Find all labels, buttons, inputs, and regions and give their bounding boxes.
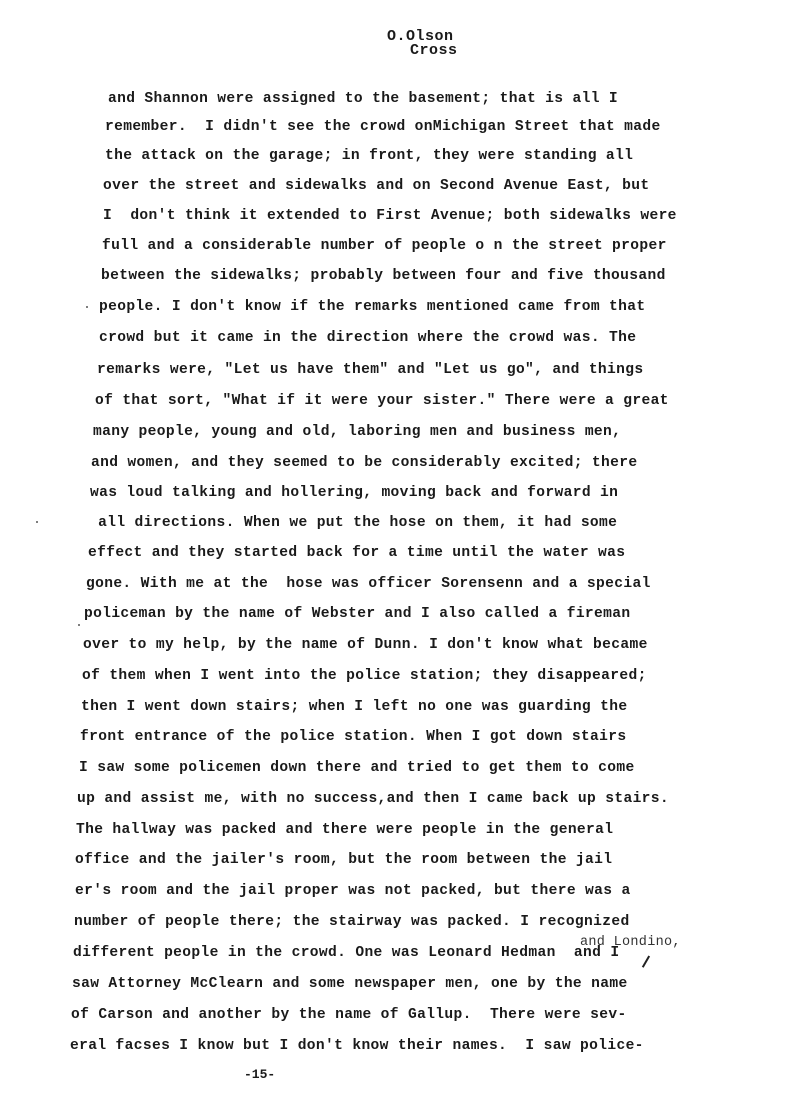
transcript-line: office and the jailer's room, but the room between the jail [75,852,613,868]
transcript-line: different people in the crowd. One was Leonard Hedman and I [73,945,620,961]
transcript-line: of Carson and another by the name of Gallup. There were sev- [71,1007,627,1023]
transcript-line: full and a considerable number of people o n the street proper [102,238,667,254]
transcript-line: I don't think it extended to First Avenue; both sidewalks were [103,208,677,224]
witness-name: O.Olson [387,28,454,45]
transcript-line: and Shannon were assigned to the basement; that is all I [108,91,619,107]
transcript-line: all directions. When we put the hose on them, it had some [89,515,618,531]
transcript-line: crowd but it came in the direction where the crowd was. The [99,330,637,346]
transcript-line: number of people there; the stairway was packed. I recognized [74,914,630,930]
transcript-line: people. I don't know if the remarks mentioned came from that [99,299,646,315]
interlinear-insertion: and Londino, [580,935,681,950]
transcript-line: over the street and sidewalks and on Second Avenue East, but [103,178,650,194]
transcript-line: then I went down stairs; when I left no one was guarding the [81,699,628,715]
scan-speck [78,624,80,626]
transcript-line: and women, and they seemed to be considerably excited; there [91,455,638,471]
transcript-line: policeman by the name of Webster and I also called a fireman [84,606,631,622]
transcript-line: many people, young and old, laboring men and business men, [93,424,622,440]
transcript-line: of them when I went into the police station; they disappeared; [82,668,647,684]
transcript-line: eral facses I know but I don't know their names. I saw police- [70,1038,644,1054]
transcript-line: gone. With me at the hose was officer Sorensenn and a special [86,576,651,592]
transcript-line: er's room and the jail proper was not packed, but there was a [75,883,631,899]
insertion-caret-mark [642,955,650,967]
transcript-line: between the sidewalks; probably between four and five thousand [101,268,666,284]
transcript-line: the attack on the garage; in front, they were standing all [105,148,634,164]
transcript-line: effect and they started back for a time until the water was [88,545,626,561]
transcript-line: up and assist me, with no success,and then I came back up stairs. [77,791,669,807]
scan-speck [36,521,38,523]
page-number: -15- [244,1067,276,1082]
transcript-line: saw Attorney McClearn and some newspaper men, one by the name [72,976,628,992]
transcript-line: The hallway was packed and there were people in the general [76,822,614,838]
examination-type: Cross [410,42,458,59]
transcript-line: remarks were, "Let us have them" and "Let us go", and things [97,362,644,378]
transcript-line: remember. I didn't see the crowd onMichigan Street that made [105,119,661,135]
transcript-line: was loud talking and hollering, moving back and forward in [90,485,619,501]
transcript-line: over to my help, by the name of Dunn. I don't know what became [83,637,648,653]
transcript-line: front entrance of the police station. When I got down stairs [80,729,627,745]
transcript-line: I saw some policemen down there and tried to get them to come [79,760,635,776]
transcript-line: of that sort, "What if it were your sister." There were a great [95,393,669,409]
scan-speck [86,306,88,308]
